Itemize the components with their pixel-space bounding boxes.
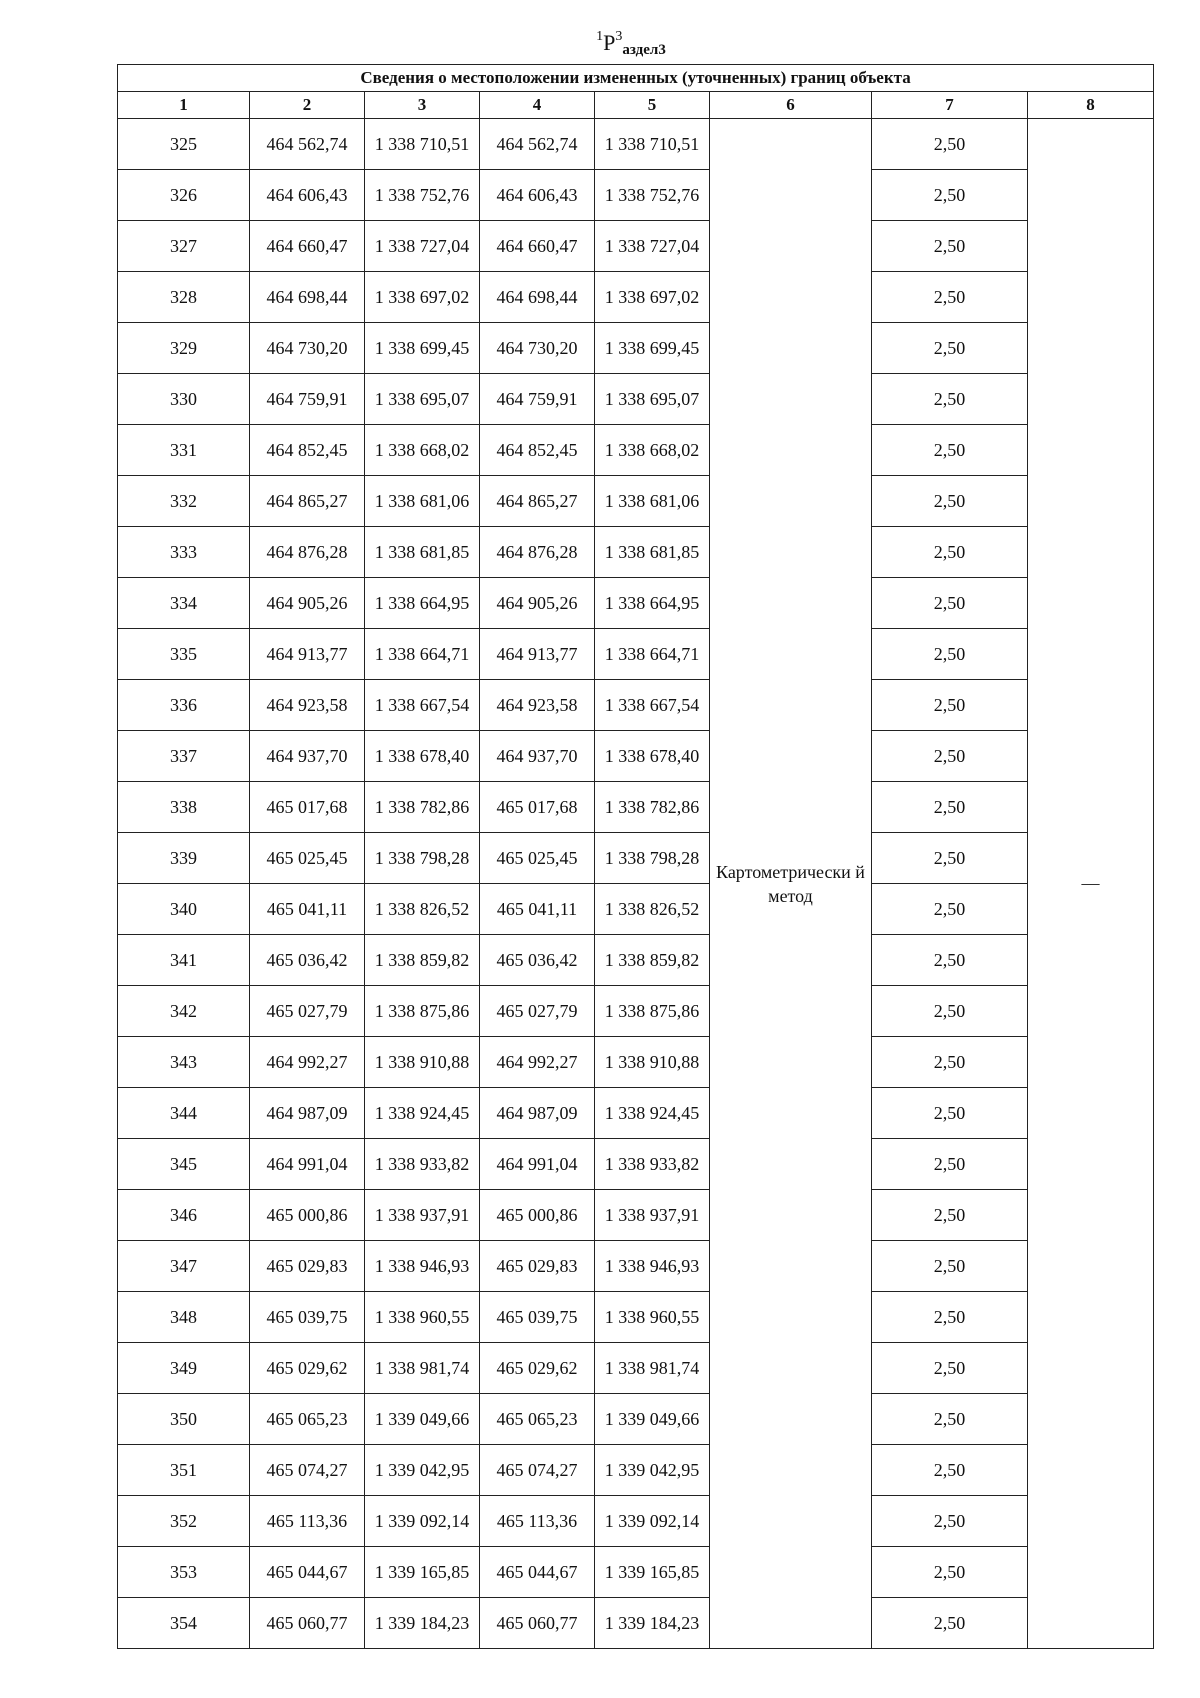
y-new-cell: 1 338 664,95	[595, 578, 710, 629]
point-number-cell: 337	[118, 731, 250, 782]
y-old-cell: 1 338 782,86	[365, 782, 480, 833]
y-new-cell: 1 338 695,07	[595, 374, 710, 425]
y-old-cell: 1 338 946,93	[365, 1241, 480, 1292]
precision-cell: 2,50	[872, 578, 1028, 629]
x-new-cell: 465 027,79	[480, 986, 595, 1037]
x-old-cell: 465 039,75	[250, 1292, 365, 1343]
point-number-cell: 326	[118, 170, 250, 221]
x-old-cell: 464 865,27	[250, 476, 365, 527]
y-new-cell: 1 338 752,76	[595, 170, 710, 221]
y-old-cell: 1 338 924,45	[365, 1088, 480, 1139]
x-new-cell: 465 065,23	[480, 1394, 595, 1445]
y-old-cell: 1 338 664,95	[365, 578, 480, 629]
column-number-2: 2	[250, 92, 365, 119]
x-new-cell: 464 660,47	[480, 221, 595, 272]
column-number-3: 3	[365, 92, 480, 119]
x-old-cell: 464 852,45	[250, 425, 365, 476]
point-number-cell: 328	[118, 272, 250, 323]
table-row	[118, 1445, 1154, 1496]
table-row	[118, 272, 1154, 323]
x-old-cell: 464 606,43	[250, 170, 365, 221]
precision-cell: 2,50	[872, 833, 1028, 884]
y-old-cell: 1 338 697,02	[365, 272, 480, 323]
point-number-cell: 345	[118, 1139, 250, 1190]
precision-cell: 2,50	[872, 272, 1028, 323]
point-number-cell: 340	[118, 884, 250, 935]
x-new-cell: 465 060,77	[480, 1598, 595, 1649]
table-row	[118, 1343, 1154, 1394]
y-old-cell: 1 338 681,06	[365, 476, 480, 527]
y-old-cell: 1 338 826,52	[365, 884, 480, 935]
x-new-cell: 465 074,27	[480, 1445, 595, 1496]
precision-cell: 2,50	[872, 935, 1028, 986]
point-number-cell: 352	[118, 1496, 250, 1547]
x-old-cell: 464 730,20	[250, 323, 365, 374]
point-number-cell: 327	[118, 221, 250, 272]
y-old-cell: 1 338 960,55	[365, 1292, 480, 1343]
table-row	[118, 935, 1154, 986]
x-new-cell: 464 905,26	[480, 578, 595, 629]
point-number-cell: 336	[118, 680, 250, 731]
table-row	[118, 425, 1154, 476]
precision-cell: 2,50	[872, 1343, 1028, 1394]
x-old-cell: 465 029,83	[250, 1241, 365, 1292]
table-row	[118, 221, 1154, 272]
note-cell: —	[1028, 119, 1154, 1649]
x-old-cell: 464 905,26	[250, 578, 365, 629]
x-old-cell: 464 923,58	[250, 680, 365, 731]
point-number-cell: 353	[118, 1547, 250, 1598]
point-number-cell: 346	[118, 1190, 250, 1241]
x-new-cell: 464 698,44	[480, 272, 595, 323]
precision-cell: 2,50	[872, 221, 1028, 272]
table-body	[118, 119, 1154, 1649]
table-row	[118, 1088, 1154, 1139]
x-new-cell: 464 923,58	[480, 680, 595, 731]
x-new-cell: 464 992,27	[480, 1037, 595, 1088]
y-new-cell: 1 338 681,06	[595, 476, 710, 527]
y-old-cell: 1 339 092,14	[365, 1496, 480, 1547]
precision-cell: 2,50	[872, 1598, 1028, 1649]
precision-cell: 2,50	[872, 1088, 1028, 1139]
precision-cell: 2,50	[872, 782, 1028, 833]
precision-cell: 2,50	[872, 629, 1028, 680]
table-row	[118, 629, 1154, 680]
x-new-cell: 465 039,75	[480, 1292, 595, 1343]
x-old-cell: 465 000,86	[250, 1190, 365, 1241]
table-row	[118, 1496, 1154, 1547]
table-row	[118, 1547, 1154, 1598]
point-number-cell: 332	[118, 476, 250, 527]
precision-cell: 2,50	[872, 1394, 1028, 1445]
x-new-cell: 464 913,77	[480, 629, 595, 680]
y-new-cell: 1 338 667,54	[595, 680, 710, 731]
table-row	[118, 323, 1154, 374]
x-new-cell: 464 876,28	[480, 527, 595, 578]
y-new-cell: 1 338 981,74	[595, 1343, 710, 1394]
x-new-cell: 465 017,68	[480, 782, 595, 833]
precision-cell: 2,50	[872, 1445, 1028, 1496]
precision-cell: 2,50	[872, 374, 1028, 425]
coordinates-table	[117, 64, 1154, 1649]
x-new-cell: 465 113,36	[480, 1496, 595, 1547]
y-new-cell: 1 338 875,86	[595, 986, 710, 1037]
table-row	[118, 731, 1154, 782]
y-old-cell: 1 338 664,71	[365, 629, 480, 680]
x-old-cell: 464 992,27	[250, 1037, 365, 1088]
x-old-cell: 465 065,23	[250, 1394, 365, 1445]
y-old-cell: 1 338 933,82	[365, 1139, 480, 1190]
x-old-cell: 464 991,04	[250, 1139, 365, 1190]
precision-cell: 2,50	[872, 323, 1028, 374]
point-number-cell: 339	[118, 833, 250, 884]
x-new-cell: 464 852,45	[480, 425, 595, 476]
y-old-cell: 1 338 937,91	[365, 1190, 480, 1241]
y-new-cell: 1 338 859,82	[595, 935, 710, 986]
x-new-cell: 465 000,86	[480, 1190, 595, 1241]
y-new-cell: 1 338 937,91	[595, 1190, 710, 1241]
point-number-cell: 325	[118, 119, 250, 170]
y-old-cell: 1 339 042,95	[365, 1445, 480, 1496]
y-new-cell: 1 338 960,55	[595, 1292, 710, 1343]
y-old-cell: 1 338 859,82	[365, 935, 480, 986]
table-row	[118, 1190, 1154, 1241]
y-new-cell: 1 339 092,14	[595, 1496, 710, 1547]
x-new-cell: 465 041,11	[480, 884, 595, 935]
table-row	[118, 1598, 1154, 1649]
precision-cell: 2,50	[872, 1496, 1028, 1547]
y-new-cell: 1 339 165,85	[595, 1547, 710, 1598]
x-old-cell: 465 029,62	[250, 1343, 365, 1394]
y-old-cell: 1 339 049,66	[365, 1394, 480, 1445]
x-old-cell: 464 759,91	[250, 374, 365, 425]
column-number-1: 1	[118, 92, 250, 119]
precision-cell: 2,50	[872, 425, 1028, 476]
table-row	[118, 986, 1154, 1037]
column-number-4: 4	[480, 92, 595, 119]
precision-cell: 2,50	[872, 170, 1028, 221]
column-number-6: 6	[710, 92, 872, 119]
column-number-7: 7	[872, 92, 1028, 119]
point-number-cell: 342	[118, 986, 250, 1037]
y-new-cell: 1 338 697,02	[595, 272, 710, 323]
x-new-cell: 465 025,45	[480, 833, 595, 884]
y-old-cell: 1 338 710,51	[365, 119, 480, 170]
y-new-cell: 1 338 699,45	[595, 323, 710, 374]
column-number-row	[118, 92, 1154, 119]
point-number-cell: 329	[118, 323, 250, 374]
x-old-cell: 465 017,68	[250, 782, 365, 833]
point-number-cell: 331	[118, 425, 250, 476]
precision-cell: 2,50	[872, 731, 1028, 782]
y-new-cell: 1 339 184,23	[595, 1598, 710, 1649]
x-new-cell: 464 937,70	[480, 731, 595, 782]
header-part4: аздел3	[622, 42, 666, 58]
y-old-cell: 1 339 184,23	[365, 1598, 480, 1649]
precision-cell: 2,50	[872, 884, 1028, 935]
point-number-cell: 349	[118, 1343, 250, 1394]
y-new-cell: 1 338 678,40	[595, 731, 710, 782]
table-row	[118, 1241, 1154, 1292]
y-old-cell: 1 338 875,86	[365, 986, 480, 1037]
table-row	[118, 374, 1154, 425]
y-new-cell: 1 338 924,45	[595, 1088, 710, 1139]
point-number-cell: 354	[118, 1598, 250, 1649]
x-old-cell: 464 937,70	[250, 731, 365, 782]
point-number-cell: 334	[118, 578, 250, 629]
header-part1: 1	[596, 29, 604, 44]
precision-cell: 2,50	[872, 527, 1028, 578]
x-new-cell: 465 029,62	[480, 1343, 595, 1394]
x-new-cell: 465 029,83	[480, 1241, 595, 1292]
table-row	[118, 1394, 1154, 1445]
column-number-5: 5	[595, 92, 710, 119]
y-new-cell: 1 338 798,28	[595, 833, 710, 884]
point-number-cell: 330	[118, 374, 250, 425]
point-number-cell: 341	[118, 935, 250, 986]
table-row	[118, 527, 1154, 578]
x-old-cell: 465 044,67	[250, 1547, 365, 1598]
table-row	[118, 1139, 1154, 1190]
precision-cell: 2,50	[872, 1190, 1028, 1241]
y-old-cell: 1 338 752,76	[365, 170, 480, 221]
point-number-cell: 344	[118, 1088, 250, 1139]
y-old-cell: 1 338 727,04	[365, 221, 480, 272]
y-old-cell: 1 338 695,07	[365, 374, 480, 425]
table-row	[118, 170, 1154, 221]
y-new-cell: 1 338 782,86	[595, 782, 710, 833]
header-part2: Р	[603, 30, 616, 55]
y-old-cell: 1 338 681,85	[365, 527, 480, 578]
x-new-cell: 464 759,91	[480, 374, 595, 425]
x-old-cell: 464 876,28	[250, 527, 365, 578]
precision-cell: 2,50	[872, 1037, 1028, 1088]
y-new-cell: 1 338 710,51	[595, 119, 710, 170]
table-row	[118, 119, 1154, 170]
x-new-cell: 465 036,42	[480, 935, 595, 986]
y-old-cell: 1 338 678,40	[365, 731, 480, 782]
table-row	[118, 1292, 1154, 1343]
table-row	[118, 476, 1154, 527]
table-row	[118, 833, 1154, 884]
y-new-cell: 1 339 049,66	[595, 1394, 710, 1445]
y-new-cell: 1 339 042,95	[595, 1445, 710, 1496]
table-row	[118, 884, 1154, 935]
x-new-cell: 464 865,27	[480, 476, 595, 527]
x-old-cell: 465 074,27	[250, 1445, 365, 1496]
x-old-cell: 464 913,77	[250, 629, 365, 680]
point-number-cell: 338	[118, 782, 250, 833]
x-new-cell: 464 730,20	[480, 323, 595, 374]
table-caption: Сведения о местоположении измененных (уточненных) границ объекта	[118, 65, 1154, 92]
column-number-8: 8	[1028, 92, 1154, 119]
point-number-cell: 343	[118, 1037, 250, 1088]
point-number-cell: 333	[118, 527, 250, 578]
table-row	[118, 1037, 1154, 1088]
precision-cell: 2,50	[872, 986, 1028, 1037]
y-old-cell: 1 338 667,54	[365, 680, 480, 731]
point-number-cell: 347	[118, 1241, 250, 1292]
precision-cell: 2,50	[872, 119, 1028, 170]
y-old-cell: 1 338 981,74	[365, 1343, 480, 1394]
x-new-cell: 464 991,04	[480, 1139, 595, 1190]
table-row	[118, 578, 1154, 629]
table-row	[118, 680, 1154, 731]
point-number-cell: 351	[118, 1445, 250, 1496]
y-old-cell: 1 338 668,02	[365, 425, 480, 476]
y-new-cell: 1 338 668,02	[595, 425, 710, 476]
y-new-cell: 1 338 946,93	[595, 1241, 710, 1292]
method-cell: Картометрически й метод	[710, 119, 872, 1649]
section-header	[0, 30, 1200, 58]
x-new-cell: 464 606,43	[480, 170, 595, 221]
y-new-cell: 1 338 910,88	[595, 1037, 710, 1088]
x-old-cell: 464 987,09	[250, 1088, 365, 1139]
header-part3: 3	[615, 29, 623, 44]
x-old-cell: 465 036,42	[250, 935, 365, 986]
y-new-cell: 1 338 664,71	[595, 629, 710, 680]
precision-cell: 2,50	[872, 1547, 1028, 1598]
y-new-cell: 1 338 933,82	[595, 1139, 710, 1190]
x-new-cell: 465 044,67	[480, 1547, 595, 1598]
x-old-cell: 465 025,45	[250, 833, 365, 884]
x-old-cell: 464 562,74	[250, 119, 365, 170]
precision-cell: 2,50	[872, 1241, 1028, 1292]
point-number-cell: 335	[118, 629, 250, 680]
table-row	[118, 782, 1154, 833]
precision-cell: 2,50	[872, 1139, 1028, 1190]
x-old-cell: 464 660,47	[250, 221, 365, 272]
y-old-cell: 1 339 165,85	[365, 1547, 480, 1598]
precision-cell: 2,50	[872, 1292, 1028, 1343]
precision-cell: 2,50	[872, 680, 1028, 731]
x-old-cell: 465 041,11	[250, 884, 365, 935]
y-old-cell: 1 338 699,45	[365, 323, 480, 374]
y-new-cell: 1 338 681,85	[595, 527, 710, 578]
point-number-cell: 350	[118, 1394, 250, 1445]
x-new-cell: 464 562,74	[480, 119, 595, 170]
x-old-cell: 465 113,36	[250, 1496, 365, 1547]
y-new-cell: 1 338 826,52	[595, 884, 710, 935]
x-new-cell: 464 987,09	[480, 1088, 595, 1139]
y-new-cell: 1 338 727,04	[595, 221, 710, 272]
x-old-cell: 465 027,79	[250, 986, 365, 1037]
x-old-cell: 464 698,44	[250, 272, 365, 323]
y-old-cell: 1 338 798,28	[365, 833, 480, 884]
point-number-cell: 348	[118, 1292, 250, 1343]
y-old-cell: 1 338 910,88	[365, 1037, 480, 1088]
precision-cell: 2,50	[872, 476, 1028, 527]
x-old-cell: 465 060,77	[250, 1598, 365, 1649]
